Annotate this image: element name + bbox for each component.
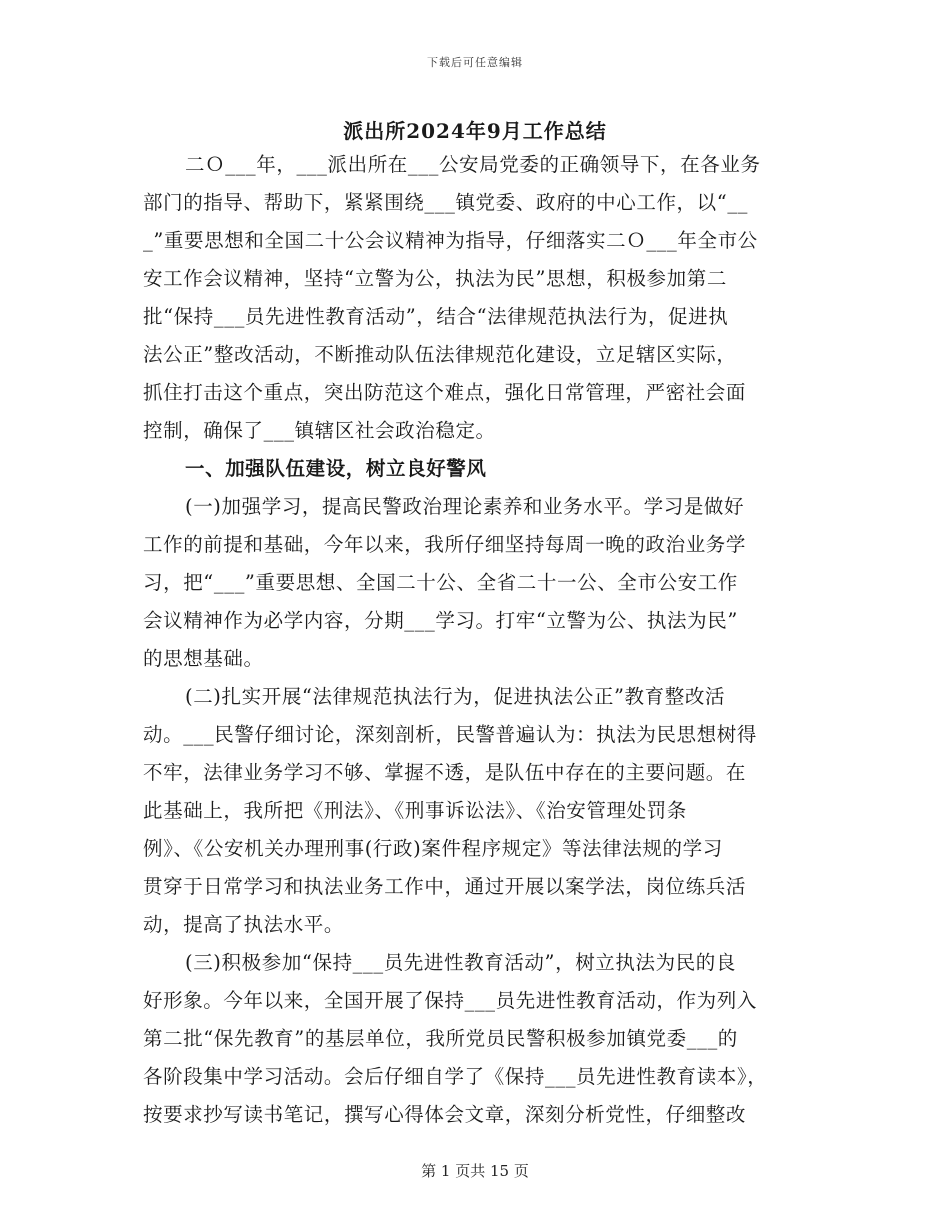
body-line: 按要求抄写读书笔记，撰写心得体会文章，深刻分析党性，仔细整改 bbox=[143, 1103, 747, 1126]
page-footer: 第 1 页共 15 页 bbox=[421, 1162, 529, 1180]
body-line: 工作的前提和基础，今年以来，我所仔细坚持每周一晚的政治业务学 bbox=[143, 533, 747, 556]
body-line: 批“保持___员先进性教育活动”，结合“法律规范执法行为，促进执 bbox=[143, 305, 729, 328]
body-line: 习，把“___”重要思想、全国二十公、全省二十一公、全市公安工作 bbox=[143, 571, 738, 594]
body-line: 好形象。今年以来，全国开展了保持___员先进性教育活动，作为列入 bbox=[143, 989, 757, 1012]
body-line: 抓住打击这个重点，突出防范这个难点，强化日常管理，严密社会面 bbox=[143, 381, 747, 404]
section-heading: 一、加强队伍建设，树立良好警风 bbox=[185, 457, 487, 480]
body-line: (一)加强学习，提高民警政治理论素养和业务水平。学习是做好 bbox=[185, 495, 745, 518]
body-line: (二)扎实开展“法律规范执法行为，促进执法公正”教育整改活 bbox=[185, 685, 726, 708]
body-line: (三)积极参加“保持___员先进性教育活动”，树立执法为民的良 bbox=[185, 951, 737, 974]
body-line: 部门的指导、帮助下，紧紧围绕___镇党委、政府的中心工作，以“__ bbox=[143, 191, 749, 214]
body-line: 控制，确保了___镇辖区社会政治稳定。 bbox=[143, 419, 496, 442]
body-line: 法公正”整改活动，不断推动队伍法律规范化建设，立足辖区实际， bbox=[143, 343, 737, 366]
body-line: 的思想基础。 bbox=[143, 647, 264, 670]
document-body bbox=[143, 146, 813, 1134]
body-line: 动，提高了执法水平。 bbox=[143, 913, 345, 936]
document-title: 派出所2024年9月工作总结 bbox=[343, 119, 607, 143]
body-line: 二Ｏ___年，___派出所在___公安局党委的正确领导下，在各业务 bbox=[185, 153, 761, 176]
body-line: 不牢，法律业务学习不够、掌握不透，是队伍中存在的主要问题。在 bbox=[143, 761, 747, 784]
body-line: 此基础上，我所把《刑法》、《刑事诉讼法》、《治安管理处罚条 bbox=[143, 799, 687, 822]
body-line: 贯穿于日常学习和执法业务工作中，通过开展以案学法，岗位练兵活 bbox=[143, 875, 747, 898]
header-note: 下载后可任意编辑 bbox=[427, 56, 523, 69]
body-line: _”重要思想和全国二十公会议精神为指导，仔细落实二Ｏ___年全市公 bbox=[143, 229, 758, 252]
body-line: 安工作会议精神，坚持“立警为公，执法为民”思想，积极参加第二 bbox=[143, 267, 727, 290]
body-line: 各阶段集中学习活动。会后仔细自学了《保持___员先进性教育读本》， bbox=[143, 1065, 768, 1088]
body-line: 例》、《公安机关办理刑事(行政)案件程序规定》等法律法规的学习 bbox=[143, 837, 723, 860]
body-line: 第二批“保先教育”的基层单位，我所党员民警积极参加镇党委___的 bbox=[143, 1027, 738, 1050]
body-line: 会议精神作为必学内容，分期___学习。打牢“立警为公、执法为民” bbox=[143, 609, 738, 632]
body-line: 动。___民警仔细讨论，深刻剖析，民警普遍认为：执法为民思想树得 bbox=[143, 723, 757, 746]
